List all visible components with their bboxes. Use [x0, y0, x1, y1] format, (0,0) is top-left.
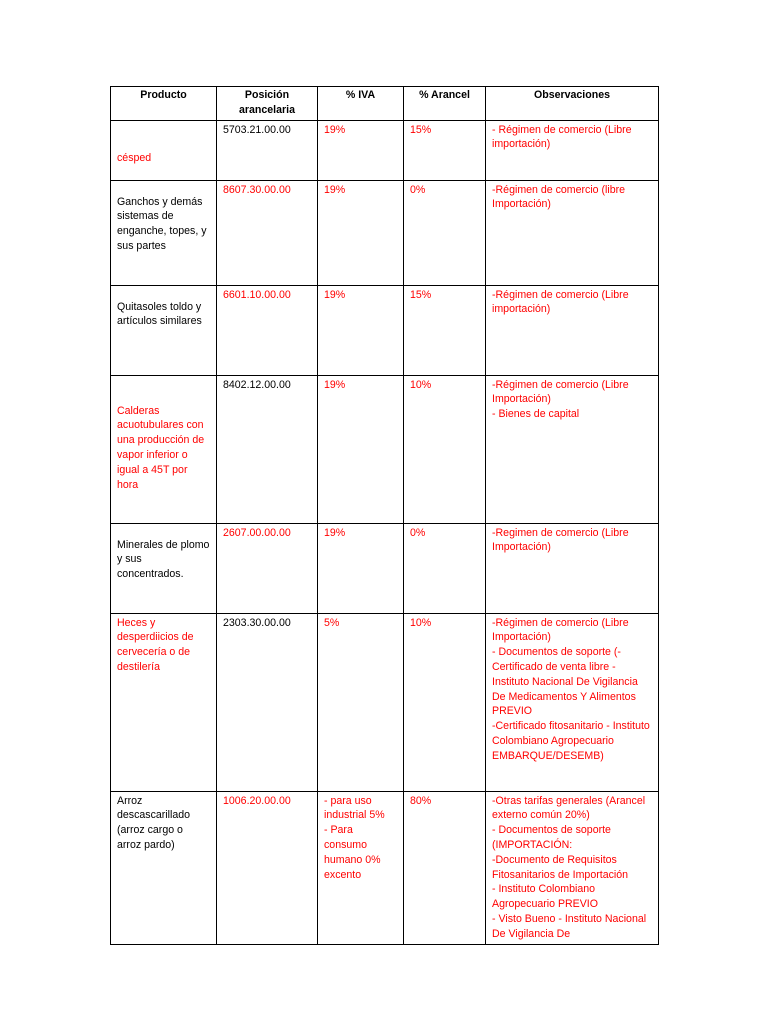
iva-text: 19%	[324, 183, 346, 196]
observacion-line: -Otras tarifas generales (Arancel externo común 20%)	[492, 794, 646, 822]
observacion-line: -Régimen de comercio (Libre Importación)	[492, 616, 629, 644]
cell-observaciones	[486, 523, 659, 613]
cell-iva	[318, 523, 404, 613]
table-body	[111, 120, 659, 944]
cell-posicion: 2303.30.00.00	[217, 613, 318, 791]
table-row	[111, 523, 659, 613]
observacion-line: (IMPORTACIÓN:	[492, 838, 573, 851]
observacion-line: -Régimen de comercio (libre Importación)	[492, 183, 626, 211]
cell-iva	[318, 613, 404, 791]
cell-producto	[111, 120, 217, 180]
cell-arancel: 10%	[404, 613, 486, 791]
table-row	[111, 120, 659, 180]
cell-producto	[111, 523, 217, 613]
observacion-line: - Visto Bueno - Instituto Nacional De Vigilancia De	[492, 912, 647, 940]
producto-text: Quitasoles toldo y artículos similares	[117, 300, 202, 328]
header-iva: % IVA	[318, 87, 404, 121]
cell-iva	[318, 791, 404, 944]
observacion-line: - Documentos de soporte	[492, 824, 611, 837]
observacion-line: -Régimen de comercio (Libre Importación)	[492, 378, 629, 406]
producto-text: Heces y desperdiicios de cervecería o de destilería	[117, 616, 194, 673]
header-row	[111, 87, 659, 121]
cell-observaciones	[486, 285, 659, 375]
observacion-line: - Régimen de comercio (Libre importación)	[492, 123, 632, 151]
table-row	[111, 285, 659, 375]
cell-posicion: 8607.30.00.00	[217, 180, 318, 285]
table-row	[111, 791, 659, 944]
observacion-line: PREVIO	[492, 705, 533, 718]
cell-posicion: 5703.21.00.00	[217, 120, 318, 180]
header-observaciones: Observaciones	[486, 87, 659, 121]
cell-producto	[111, 791, 217, 944]
cell-iva	[318, 285, 404, 375]
observacion-line: EMBARQUE/DESEMB)	[492, 749, 604, 762]
header-posicion: Posición arancelaria	[217, 87, 318, 121]
tariff-table	[110, 86, 659, 945]
cell-producto	[111, 285, 217, 375]
table-row	[111, 180, 659, 285]
observacion-line: -Régimen de comercio (Libre importación)	[492, 288, 629, 316]
cell-arancel: 0%	[404, 180, 486, 285]
iva-text: - para uso industrial 5%	[324, 794, 385, 822]
cell-observaciones	[486, 791, 659, 944]
observacion-line: -Documento de Requisitos Fitosanitarios de Importación	[492, 853, 629, 881]
observacion-line: - Bienes de capital	[492, 408, 580, 421]
cell-arancel: 15%	[404, 120, 486, 180]
cell-iva	[318, 120, 404, 180]
table-row	[111, 613, 659, 791]
cell-iva	[318, 375, 404, 523]
producto-text: césped	[117, 151, 152, 164]
iva-text: 19%	[324, 526, 346, 539]
cell-posicion: 6601.10.00.00	[217, 285, 318, 375]
table-row	[111, 375, 659, 523]
producto-text: Ganchos y demás sistemas de enganche, topes, y sus partes	[117, 195, 207, 252]
cell-arancel: 80%	[404, 791, 486, 944]
cell-posicion: 2607.00.00.00	[217, 523, 318, 613]
cell-iva	[318, 180, 404, 285]
iva-text: 5%	[324, 616, 340, 629]
header-producto: Producto	[111, 87, 217, 121]
cell-arancel: 0%	[404, 523, 486, 613]
iva-text: - Para consumo humano 0% excento	[324, 824, 381, 881]
iva-text: 19%	[324, 288, 346, 301]
observacion-line: - Instituto Colombiano Agropecuario PREVIO	[492, 883, 598, 911]
observacion-line: -Regimen de comercio (Libre Importación)	[492, 526, 629, 554]
cell-observaciones	[486, 120, 659, 180]
cell-producto	[111, 180, 217, 285]
header-arancel: % Arancel	[404, 87, 486, 121]
cell-observaciones	[486, 180, 659, 285]
cell-posicion: 8402.12.00.00	[217, 375, 318, 523]
cell-producto	[111, 375, 217, 523]
observacion-line: - Documentos de soporte (-Certificado de venta libre - Instituto Nacional De Vigilancia De Medicamentos Y Alimentos	[492, 646, 638, 703]
observacion-line: -Certificado fitosanitario - Instituto Colombiano Agropecuario	[492, 720, 650, 747]
iva-text: 19%	[324, 123, 346, 136]
producto-text: Arroz descascarillado (arroz cargo o arroz pardo)	[117, 794, 191, 851]
cell-observaciones	[486, 375, 659, 523]
producto-text: Minerales de plomo y sus concentrados.	[117, 538, 210, 581]
cell-arancel: 15%	[404, 285, 486, 375]
cell-posicion: 1006.20.00.00	[217, 791, 318, 944]
iva-text: 19%	[324, 378, 346, 391]
cell-observaciones	[486, 613, 659, 791]
cell-producto	[111, 613, 217, 791]
cell-arancel: 10%	[404, 375, 486, 523]
producto-text: Calderas acuotubulares con una producción de vapor inferior o igual a 45T por hora	[117, 404, 205, 491]
